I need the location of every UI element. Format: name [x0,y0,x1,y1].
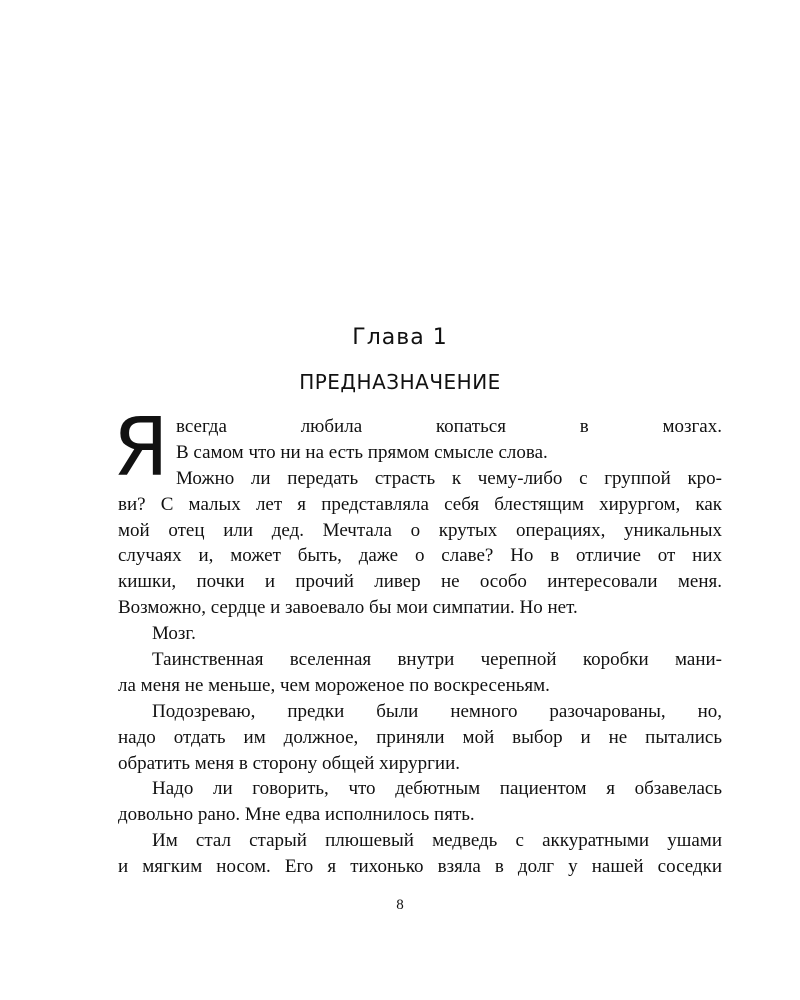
text-line: случаях и, может быть, даже о славе? Но в отличие от них [118,545,722,567]
text-line: Можно ли передать страсть к чему-либо с группой кро- [176,467,722,489]
text-line: обратить меня в сторону общей хирургии. [118,752,460,774]
text-line: Мозг. [152,623,196,645]
chapter-number: Глава 1 [352,325,448,350]
text-line: кишки, почки и прочий ливер не особо интересовали меня. [118,571,722,593]
text-line: В самом что ни на есть прямом смысле слова. [176,441,548,463]
text-line: Подозреваю, предки были немного разочарованы, но, [152,700,722,722]
text-line: надо отдать им должное, приняли мой выбор и не пытались [118,726,722,748]
page-number: 8 [396,897,404,913]
text-line: довольно рано. Мне едва исполнилось пять. [118,804,475,826]
text-line: Им стал старый плюшевый медведь с аккуратными ушами [152,830,722,852]
text-line: Надо ли говорить, что дебютным пациентом я обзавелась [152,778,722,800]
text-line: всегда любила копаться в мозгах. [176,416,722,437]
body-text [118,414,722,880]
drop-cap: Я [113,401,169,494]
text-line: ви? С малых лет я представляла себя блестящим хирургом, как [118,493,722,515]
text-line: ла меня не меньше, чем мороженое по воскресеньям. [118,674,550,696]
text-line: и мягким носом. Его я тихонько взяла в долг у нашей соседки [118,856,722,878]
text-line: Возможно, сердце и завоевало бы мои симпатии. Но нет. [118,597,578,619]
text-line: Таинственная вселенная внутри черепной коробки мани- [152,649,722,671]
chapter-title: ПРЕДНАЗНАЧЕНИЕ [299,370,501,394]
text-line: мой отец или дед. Мечтала о крутых операциях, уникальных [118,519,722,541]
